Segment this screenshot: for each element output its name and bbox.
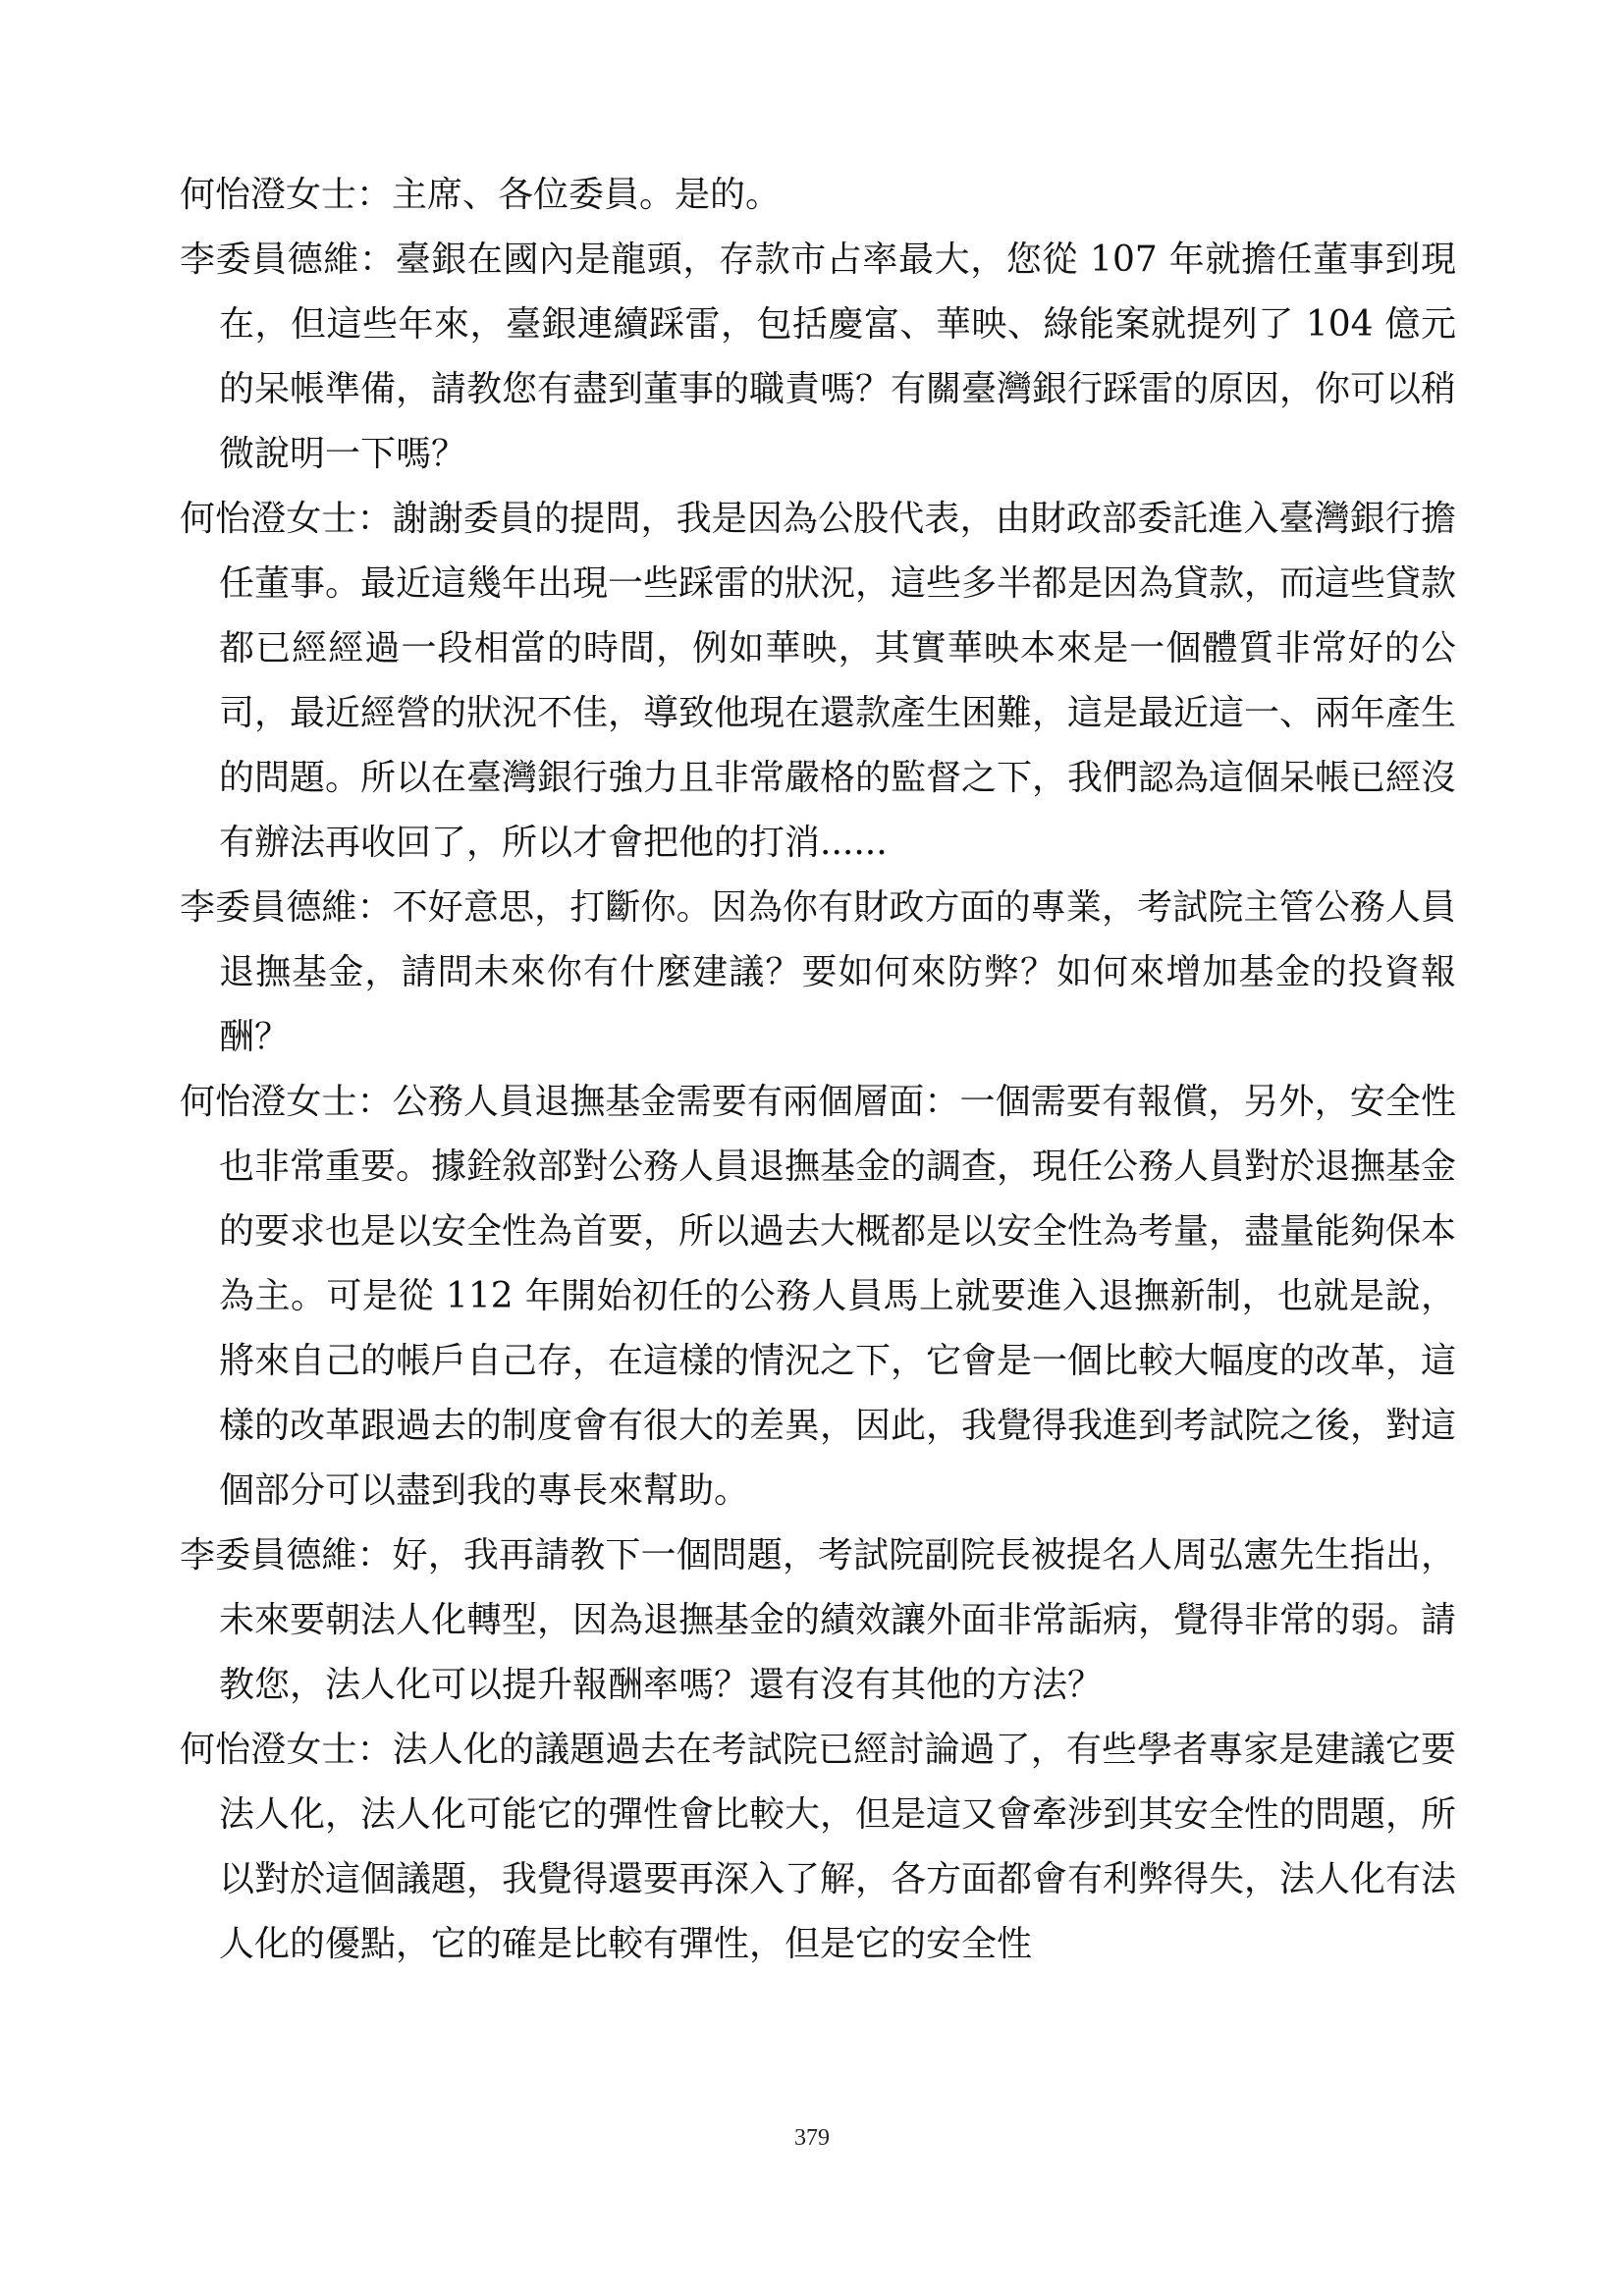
transcript-paragraph-4: 李委員德維：不好意思，打斷你。因為你有財政方面的專業，考試院主管公務人員退撫基金，請問未來你有什麼建議？要如何來防弊？如何來增加基金的投資報酬？ <box>180 887 1456 1057</box>
transcript-paragraph-2: 李委員德維：臺銀在國內是龍頭，存款市占率最大，您從 107 年就擔任董事到現在，但這些年來，臺銀連續踩雷，包括慶富、華映、綠能案就提列了 104 億元的呆帳準備，請教您有盡到董事的職責嗎？有關臺灣銀行踩雷的原因，你可以稍微說明一下嗎？ <box>180 240 1457 474</box>
transcript-paragraph-3: 何怡澄女士：謝謝委員的提問，我是因為公股代表，由財政部委託進入臺灣銀行擔任董事。最近這幾年出現一些踩雷的狀況，這些多半都是因為貸款，而這些貸款都已經經過一段相當的時間，例如華映，其實華映本來是一個體質非常好的公司，最近經營的狀況不佳，導致他現在還款產生困難，這是最近這一、兩年產生的問題。所以在臺灣銀行強力且非常嚴格的監督之下，我們認為這個呆帳已經沒有辦法再收回了，所以才會把他的打消...... <box>180 499 1457 863</box>
transcript-paragraph-5: 何怡澄女士：公務人員退撫基金需要有兩個層面：一個需要有報償，另外，安全性也非常重要。據銓敘部對公務人員退撫基金的調查，現任公務人員對於退撫基金的要求也是以安全性為首要，所以過去大概都是以安全性為考量，盡量能夠保本為主。可是從 112 年開始初任的公務人員馬上就要進入退撫新制，也就是說，將來自己的帳戶自己存，在這樣的情況之下，它會是一個比較大幅度的改革，這樣的改革跟過去的制度會有很大的差異，因此，我覺得我進到考試院之後，對這個部分可以盡到我的專長來幫助。 <box>180 1082 1457 1511</box>
transcript-paragraph-6: 李委員德維：好，我再請教下一個問題，考試院副院長被提名人周弘憲先生指出，未來要朝法人化轉型，因為退撫基金的績效讓外面非常詬病，覺得非常的弱。請教您，法人化可以提升報酬率嗎？還有沒有其他的方法？ <box>180 1535 1457 1705</box>
transcript-paragraph-1: 何怡澄女士：主席、各位委員。是的。 <box>180 175 782 215</box>
transcript-body <box>180 163 1456 1977</box>
transcript-paragraph-7: 何怡澄女士：法人化的議題過去在考試院已經討論過了，有些學者專家是建議它要法人化，法人化可能它的彈性會比較大，但是這又會牽涉到其安全性的問題，所以對於這個議題，我覺得還要再深入了解，各方面都會有利弊得失，法人化有法人化的優點，它的確是比較有彈性，但是它的安全性 <box>180 1730 1457 1964</box>
page-number: 379 <box>794 2125 830 2151</box>
